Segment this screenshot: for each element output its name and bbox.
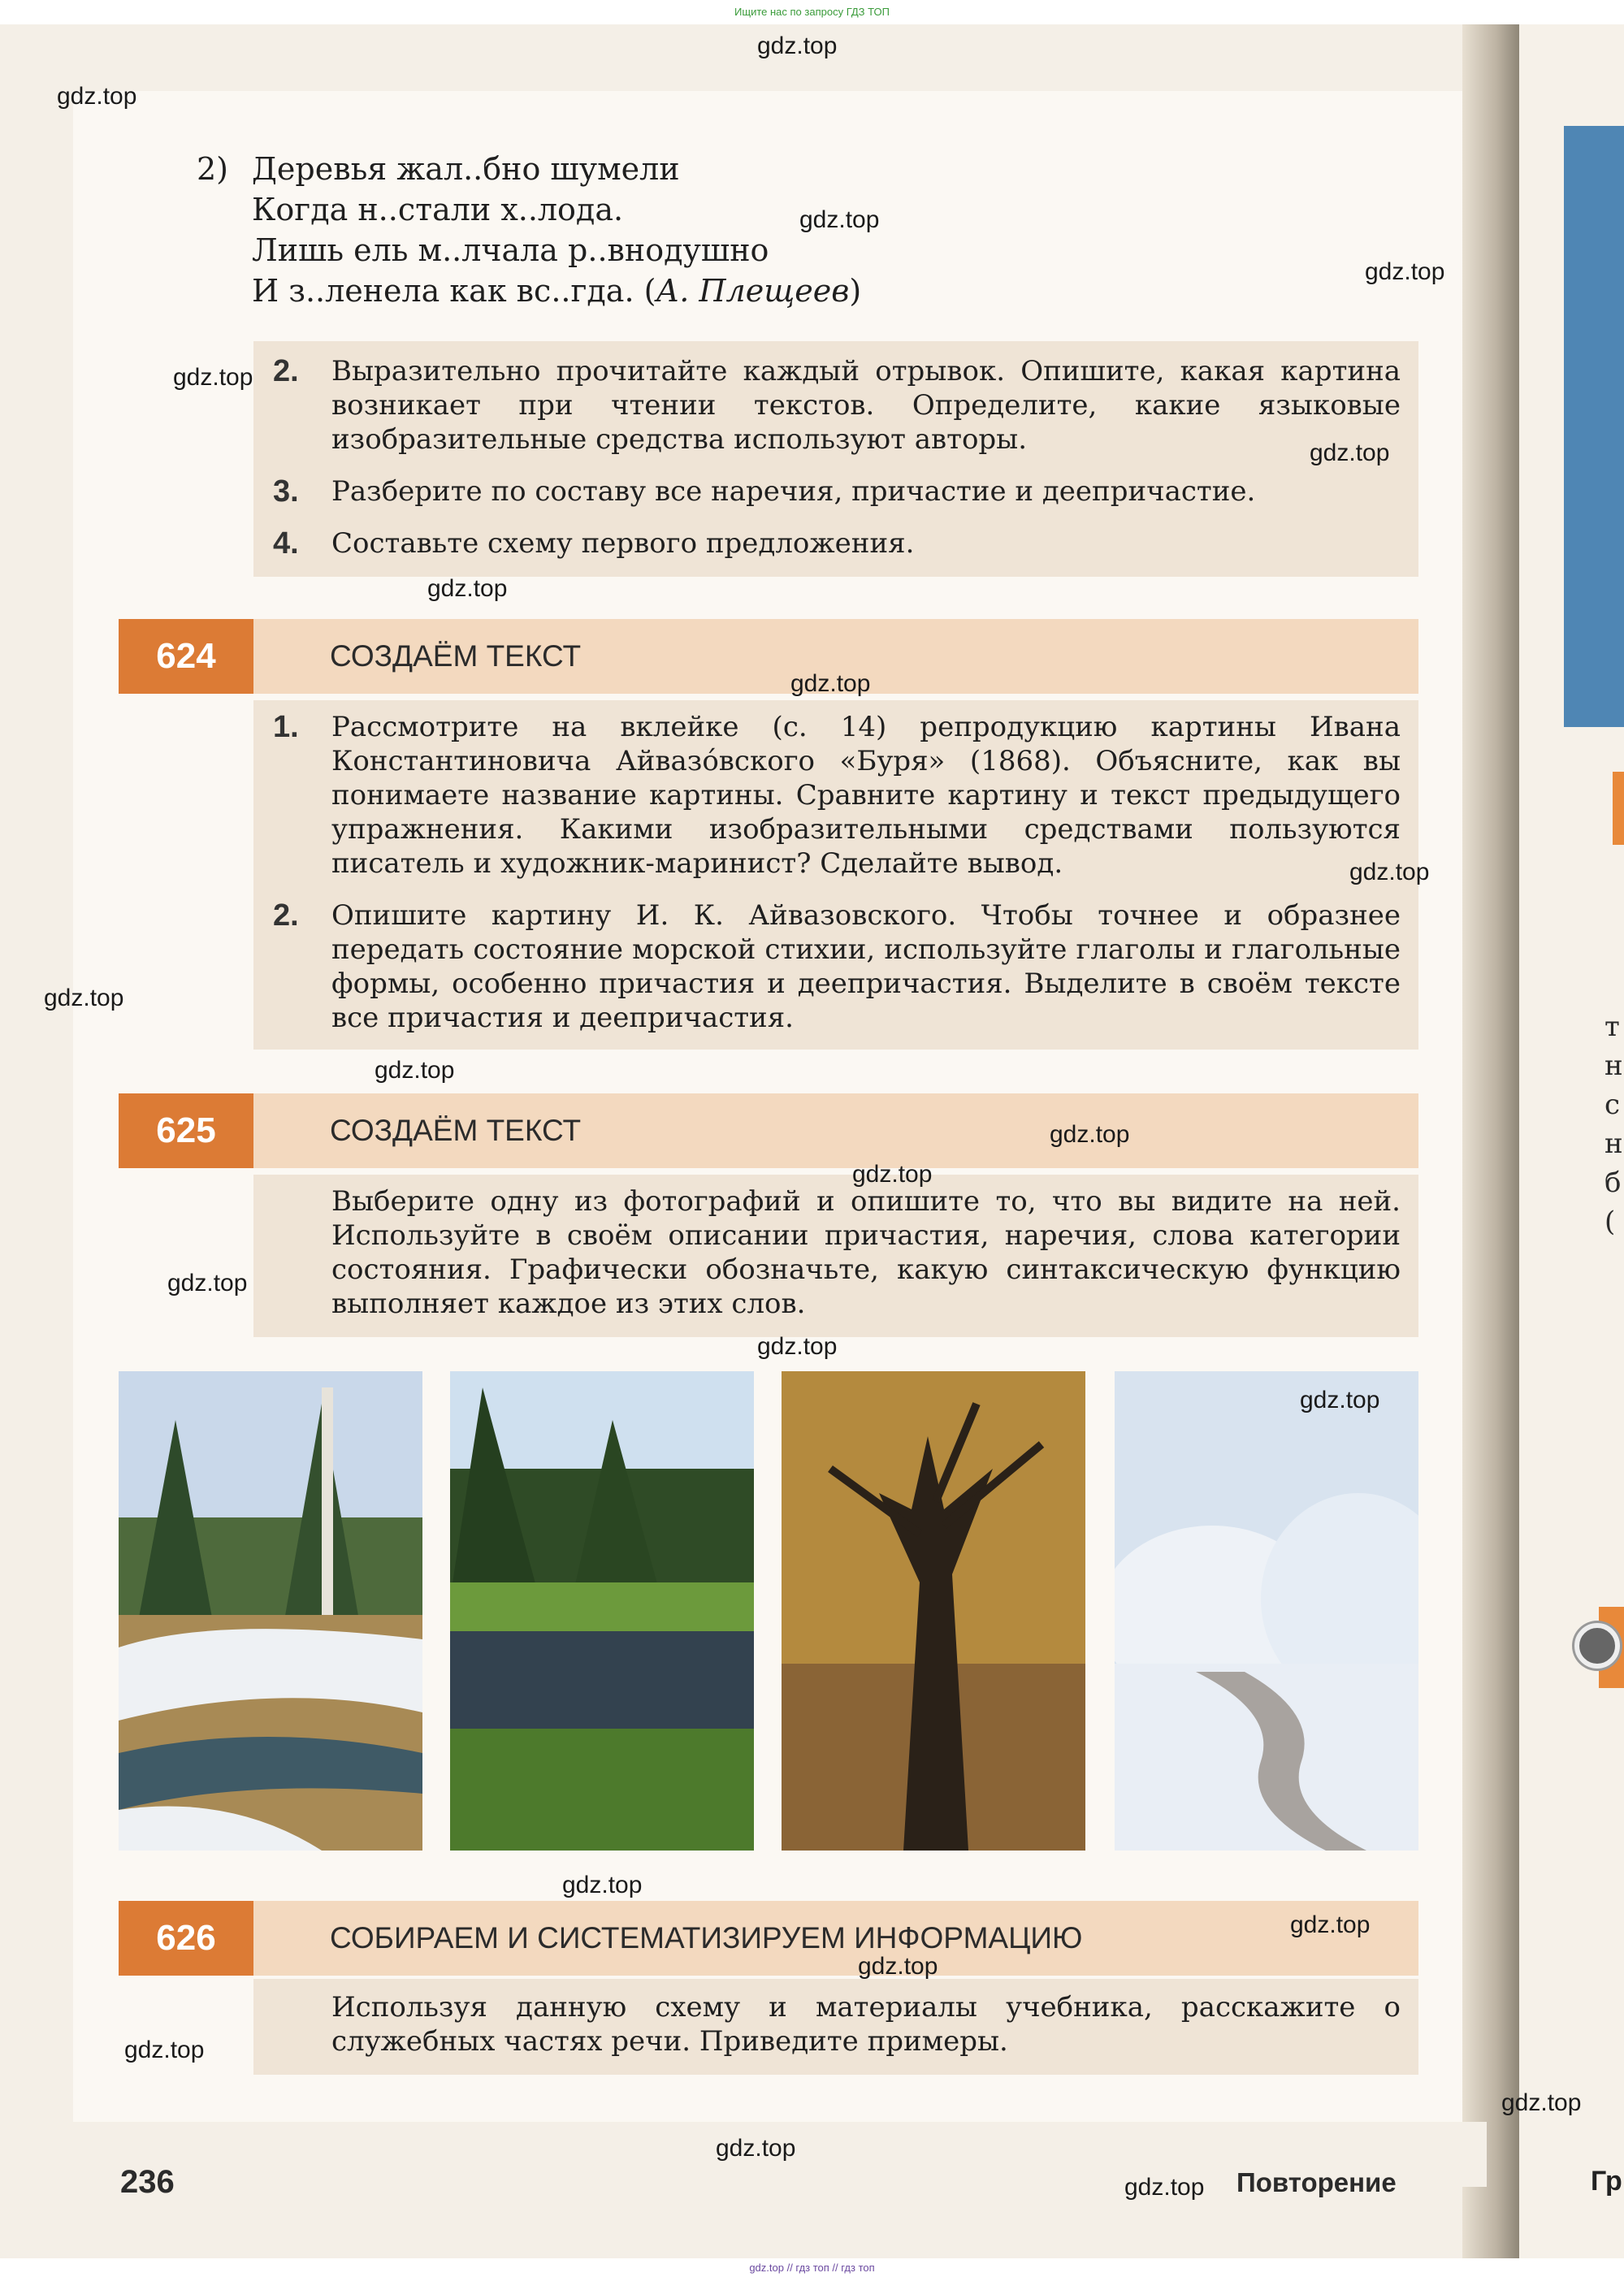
watermark: gdz.top — [173, 364, 253, 391]
poem-number: 2) — [197, 151, 229, 187]
exercise-626-task — [253, 1979, 1418, 2075]
photo-autumn-oak — [782, 1371, 1085, 1851]
poem-author: А. Плещеев — [656, 273, 850, 309]
exercise-title: СОЗДАЁМ ТЕКСТ — [330, 639, 582, 673]
task-item: 2. Опишите картину И. К. Айвазовского. Чтобы точнее и образнее передать состояние морской стихии, используйте глаголы и глагольные формы, особенно причастия и деепричастия. Выделите в своём тексте все причастия и деепричастия. — [273, 898, 1401, 1034]
poem-excerpt — [197, 149, 861, 311]
next-page-letter: т — [1605, 1011, 1620, 1043]
page-number: 236 — [120, 2164, 175, 2200]
exercise-626-header — [119, 1901, 1418, 1976]
exercise-number: 626 — [119, 1901, 253, 1976]
task-item: 1. Рассмотрите на вклейке (с. 14) репродукцию картины Ивана Константиновича Айвазо́вского «Буря» (1868). Объясните, как вы понимаете название картины. Сравните картину и текст предыдущего упражнения. Какими изобразительными средствами пользуются писатель и художник-маринист? Сделайте вывод. — [273, 710, 1401, 880]
photo-summer-pond — [450, 1371, 754, 1851]
flower-icon — [1574, 1623, 1620, 1669]
poem-line-4: И з..ленела как вс..гда. (А. Плещеев) — [252, 273, 862, 309]
photo-spring-stream — [119, 1371, 422, 1851]
watermark: gdz.top — [1501, 2089, 1582, 2116]
task-item — [253, 1184, 1418, 1327]
watermark: gdz.top — [427, 575, 508, 602]
bottom-banner[interactable]: gdz.top // гдз топ // гдз топ — [749, 2262, 875, 2274]
task-text: Используя данную схему и материалы учебника, расскажите о служебных частях речи. Приведите примеры. — [331, 1991, 1401, 2058]
top-banner[interactable]: Ищите нас по запросу ГДЗ ТОП — [734, 6, 890, 18]
watermark: gdz.top — [1050, 1121, 1130, 1148]
watermark: gdz.top — [1124, 2174, 1205, 2201]
task-text: Составьте схему первого предложения. — [331, 527, 915, 560]
watermark: gdz.top — [167, 1270, 248, 1297]
task-text: Выразительно прочитайте каждый отрывок. Опишите, какая картина возникает при чтении текстов. Определите, какие языковые изобразительные средства используют авторы. — [331, 355, 1401, 456]
watermark: gdz.top — [799, 206, 880, 233]
next-page-letter: н — [1605, 1050, 1623, 1082]
next-page-letter: н — [1605, 1128, 1623, 1160]
book-spine — [1462, 24, 1519, 2258]
watermark: gdz.top — [1290, 1911, 1371, 1938]
task-item: 3. Разберите по составу все наречия, причастие и деепричастие. — [253, 474, 1418, 510]
next-page-letter: с — [1605, 1089, 1621, 1121]
poem-line-2: Когда н..стали х..лода. — [252, 192, 624, 227]
next-page-footer: Гр — [1591, 2166, 1622, 2197]
next-page-blue-bar — [1564, 126, 1624, 727]
task-text: Разберите по составу все наречия, причастие и деепричастие. — [331, 475, 1256, 508]
watermark: gdz.top — [852, 1161, 933, 1188]
watermark: gdz.top — [375, 1057, 455, 1084]
next-page-letter: ( — [1605, 1206, 1616, 1238]
watermark: gdz.top — [1300, 1387, 1380, 1413]
poem-line-1: 2) Деревья жал..бно шумели — [197, 149, 861, 189]
watermark: gdz.top — [124, 2037, 205, 2063]
watermark: gdz.top — [716, 2135, 796, 2162]
section-label: Повторение — [1236, 2167, 1397, 2197]
watermark: gdz.top — [57, 83, 137, 110]
task-text: Опишите картину И. К. Айвазовского. Чтобы точнее и образнее передать состояние морской стихии, используйте глаголы и глагольные формы, особенно причастия и деепричастия. Выделите в своём тексте все причастия и деепричастия. — [331, 899, 1401, 1034]
watermark: gdz.top — [44, 985, 124, 1011]
next-page-orange-tab — [1613, 772, 1624, 845]
task-item — [253, 1990, 1418, 2065]
watermark: gdz.top — [790, 670, 871, 697]
watermark: gdz.top — [1310, 439, 1390, 466]
exercise-623-tasks — [253, 341, 1418, 577]
watermark: gdz.top — [757, 1333, 838, 1360]
next-page-text-fragment — [1605, 1007, 1624, 1241]
exercise-624-header — [119, 619, 1418, 694]
exercise-number: 625 — [119, 1093, 253, 1168]
task-text: Выберите одну из фотографий и опишите то, что вы видите на ней. Используйте в своём описании причастия, наречия, слова категории состояния. Графически обозначьте, какую синтаксическую функцию выполняет каждое из этих слов. — [331, 1185, 1401, 1320]
exercise-624-tasks — [253, 700, 1418, 1050]
watermark: gdz.top — [562, 1872, 643, 1898]
watermark: gdz.top — [757, 32, 838, 59]
exercise-title: СОЗДАЁМ ТЕКСТ — [330, 1114, 582, 1147]
exercise-625-header — [119, 1093, 1418, 1168]
poem-line-3: Лишь ель м..лчала р..внодушно — [252, 232, 769, 268]
exercise-number: 624 — [119, 619, 253, 694]
task-item: 2. Выразительно прочитайте каждый отрывок. Опишите, какая картина возникает при чтении текстов. Определите, какие языковые изобразительные средства используют авторы. — [273, 354, 1401, 456]
next-page-letter: б — [1605, 1167, 1622, 1199]
task-text: Рассмотрите на вклейке (с. 14) репродукцию картины Ивана Константиновича Айвазо́вского «Буря» (1868). Объясните, как вы понимаете название картины. Сравните картину и текст предыдущего упражнения. Какими изобразительными средствами пользуются писатель и художник-маринист? Сделайте вывод. — [331, 711, 1401, 880]
watermark: gdz.top — [1365, 258, 1445, 285]
watermark: gdz.top — [1349, 859, 1430, 885]
watermark: gdz.top — [858, 1953, 938, 1980]
exercise-625-task — [253, 1175, 1418, 1337]
task-item: 4. Составьте схему первого предложения. — [253, 526, 1418, 562]
exercise-title: СОБИРАЕМ И СИСТЕМАТИЗИРУЕМ ИНФОРМАЦИЮ — [330, 1921, 1083, 1954]
photo-winter-stream — [1115, 1371, 1418, 1851]
